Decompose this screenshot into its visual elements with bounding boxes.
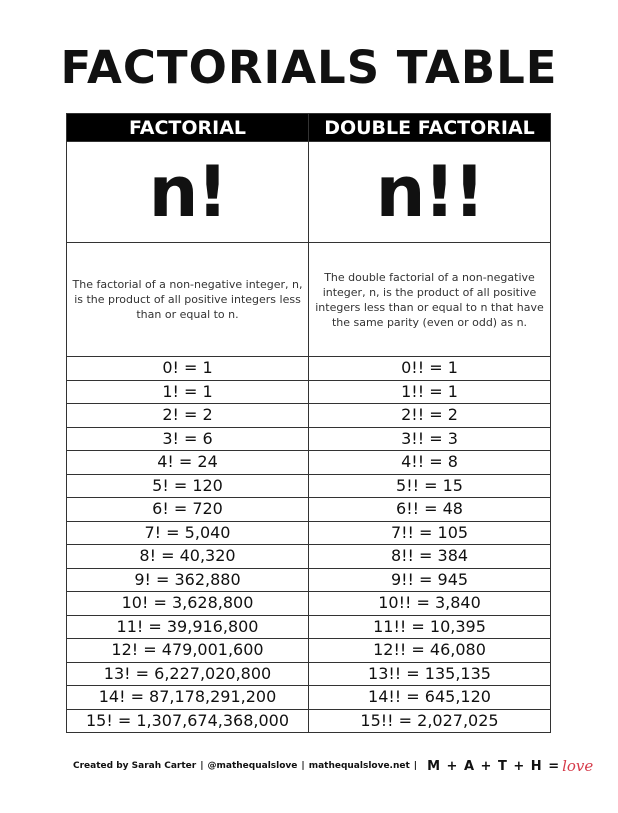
factorial-value: 14! = 87,178,291,200 bbox=[67, 686, 309, 710]
double-factorial-value: 11!! = 10,395 bbox=[309, 615, 551, 639]
factorial-value: 1! = 1 bbox=[67, 380, 309, 404]
table-row bbox=[67, 568, 551, 592]
factorial-value: 0! = 1 bbox=[67, 357, 309, 381]
double-factorial-value: 8!! = 384 bbox=[309, 545, 551, 569]
factorials-table bbox=[66, 113, 551, 733]
double-factorial-column-header: DOUBLE FACTORIAL bbox=[309, 114, 551, 142]
brand-love-script: love bbox=[562, 757, 594, 775]
factorial-column-header: FACTORIAL bbox=[67, 114, 309, 142]
double-factorial-value: 14!! = 645,120 bbox=[309, 686, 551, 710]
double-factorial-value: 2!! = 2 bbox=[309, 404, 551, 428]
double-factorial-value: 7!! = 105 bbox=[309, 521, 551, 545]
table-row bbox=[67, 404, 551, 428]
table-row bbox=[67, 545, 551, 569]
table-row bbox=[67, 639, 551, 663]
double-factorial-value: 5!! = 15 bbox=[309, 474, 551, 498]
footer-separator: | bbox=[200, 761, 204, 771]
table-row bbox=[67, 521, 551, 545]
double-factorial-value: 4!! = 8 bbox=[309, 451, 551, 475]
factorial-description-cell bbox=[67, 243, 309, 357]
table-row bbox=[67, 615, 551, 639]
double-factorial-description-cell bbox=[309, 243, 551, 357]
double-factorial-value: 6!! = 48 bbox=[309, 498, 551, 522]
table-row bbox=[67, 380, 551, 404]
factorial-value: 5! = 120 bbox=[67, 474, 309, 498]
double-factorial-value: 9!! = 945 bbox=[309, 568, 551, 592]
table-row bbox=[67, 474, 551, 498]
symbol-row bbox=[67, 142, 551, 243]
table-row bbox=[67, 498, 551, 522]
factorial-value: 11! = 39,916,800 bbox=[67, 615, 309, 639]
factorial-value: 13! = 6,227,020,800 bbox=[67, 662, 309, 686]
factorial-value: 6! = 720 bbox=[67, 498, 309, 522]
table-row bbox=[67, 451, 551, 475]
factorial-value: 10! = 3,628,800 bbox=[67, 592, 309, 616]
factorial-value: 9! = 362,880 bbox=[67, 568, 309, 592]
footer-site: mathequalslove.net bbox=[308, 761, 410, 771]
double-factorial-value: 13!! = 135,135 bbox=[309, 662, 551, 686]
footer-separator: | bbox=[413, 761, 418, 771]
double-factorial-value: 12!! = 46,080 bbox=[309, 639, 551, 663]
factorial-value: 4! = 24 bbox=[67, 451, 309, 475]
double-factorial-value: 3!! = 3 bbox=[309, 427, 551, 451]
double-factorial-value: 15!! = 2,027,025 bbox=[309, 709, 551, 733]
table-row bbox=[67, 662, 551, 686]
page-title: FACTORIALS TABLE bbox=[60, 41, 558, 94]
footer-separator: | bbox=[301, 761, 305, 771]
factorial-value: 12! = 479,001,600 bbox=[67, 639, 309, 663]
factorial-value: 2! = 2 bbox=[67, 404, 309, 428]
double-factorial-value: 10!! = 3,840 bbox=[309, 592, 551, 616]
footer bbox=[73, 756, 593, 776]
factorial-description: The factorial of a non-negative integer, n, is the product of all positive integers less than or equal to n. bbox=[72, 278, 303, 321]
factorial-value: 15! = 1,307,674,368,000 bbox=[67, 709, 309, 733]
double-factorial-value: 1!! = 1 bbox=[309, 380, 551, 404]
factorial-value: 8! = 40,320 bbox=[67, 545, 309, 569]
table-row bbox=[67, 357, 551, 381]
description-row bbox=[67, 243, 551, 357]
double-factorial-symbol: n!! bbox=[309, 142, 551, 243]
table-row bbox=[67, 427, 551, 451]
double-factorial-description: The double factorial of a non-negative integer, n, is the product of all positive integers less than or equal to n that have the same parity (even or odd) as n. bbox=[315, 270, 544, 329]
table-row bbox=[67, 686, 551, 710]
footer-handle: @mathequalslove bbox=[207, 761, 298, 771]
table-row bbox=[67, 592, 551, 616]
factorial-value: 7! = 5,040 bbox=[67, 521, 309, 545]
brand-text: M + A + T + H = bbox=[427, 758, 561, 774]
brand-logo bbox=[427, 757, 593, 775]
table-row bbox=[67, 709, 551, 733]
header-row bbox=[67, 114, 551, 142]
double-factorial-value: 0!! = 1 bbox=[309, 357, 551, 381]
factorial-symbol: n! bbox=[67, 142, 309, 243]
factorial-value: 3! = 6 bbox=[67, 427, 309, 451]
footer-credit: Created by Sarah Carter bbox=[73, 761, 197, 771]
